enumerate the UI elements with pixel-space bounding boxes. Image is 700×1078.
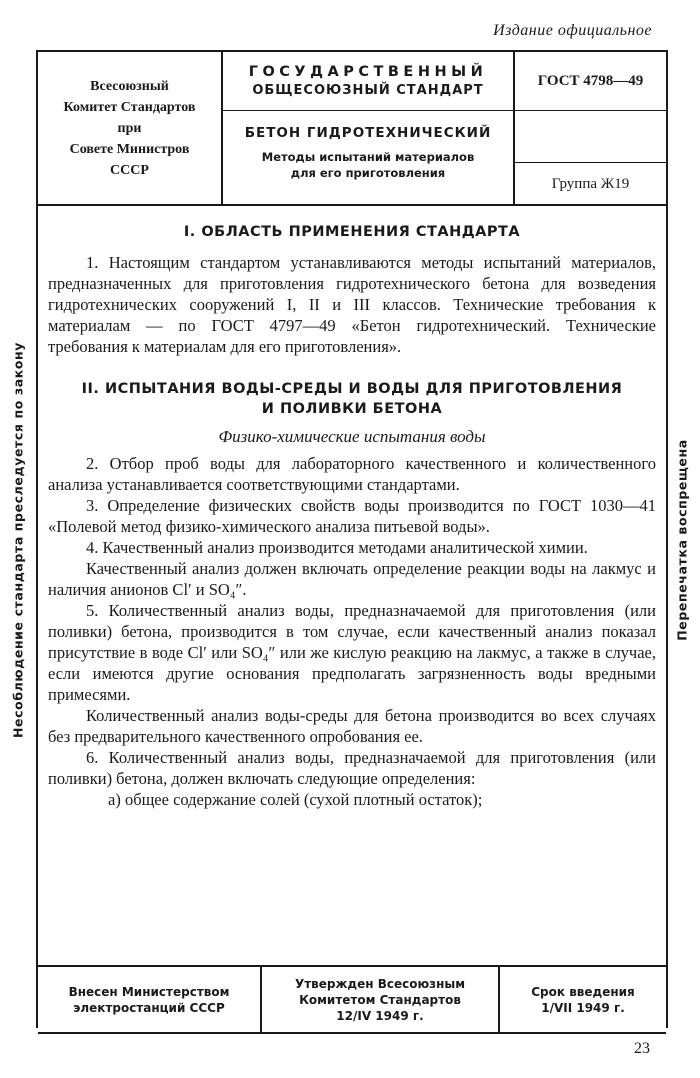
standard-type-line1: ГОСУДАРСТВЕННЫЙ	[248, 64, 488, 80]
group-code: Группа Ж19	[515, 162, 666, 205]
edition-note: Издание официальное	[493, 22, 652, 39]
effective-date-label: Срок введения	[531, 984, 635, 999]
committee-line: Совете Министров	[69, 141, 190, 157]
document-frame	[36, 50, 668, 1028]
introduced-by-line2: электростанций СССР	[73, 1000, 225, 1015]
approved-date: 12/IV 1949 г.	[336, 1008, 424, 1023]
effective-date: 1/VII 1949 г.	[541, 1000, 625, 1015]
paragraph: 3. Определение физических свойств воды производится по ГОСТ 1030—41 «Полевой метод физико-химического анализа питьевой воды».	[48, 496, 656, 536]
standard-title-cell	[223, 52, 515, 204]
paragraph: Количественный анализ воды-среды для бетона производится во всех случаях без предварительного качественного опробования ее.	[48, 706, 656, 746]
approved-by-cell	[262, 967, 500, 1032]
introduced-by-cell	[38, 967, 262, 1032]
introduced-by-line1: Внесен Министерством	[68, 984, 230, 999]
committee-cell	[38, 52, 223, 204]
paragraph: а) общее содержание солей (сухой плотный остаток);	[108, 790, 483, 809]
effective-date-cell	[500, 967, 666, 1032]
subsection-heading: Физико-химические испытания воды	[218, 427, 486, 446]
paragraph: 6. Количественный анализ воды, предназначаемой для приготовления (или поливки) бетона, должен включать следующие определения:	[48, 748, 656, 788]
standard-subtitle-line1: Методы испытаний материалов	[261, 150, 475, 164]
header-table	[38, 50, 666, 206]
section-heading: И ПОЛИВКИ БЕТОНА	[261, 401, 443, 417]
document-body	[48, 222, 656, 810]
paragraph: 2. Отбор проб воды для лабораторного качественного и количественного анализа устанавливается соответствующими стандартами.	[48, 454, 656, 494]
side-note-reprint: Перепечатка воспрещена	[674, 439, 690, 641]
committee-line: СССР	[110, 162, 149, 178]
page-number: 23	[634, 1040, 650, 1057]
gost-number: ГОСТ 4798—49	[515, 52, 666, 111]
paragraph: Качественный анализ должен включать определение реакции воды на лакмус и наличия анионов Cl′ и SO₄″.	[48, 559, 656, 599]
paragraph: 1. Настоящим стандартом устанавливаются методы испытаний материалов, предназначенных для приготовления гидротехнического бетона для возведения гидротехнических сооружений I, II и III классов. Технические требования к материалам — по ГОСТ 4797—49 «Бетон гидротехнический. Технические требования к материалам для его приготовления».	[48, 253, 656, 356]
committee-line: при	[117, 120, 142, 136]
gost-cell	[515, 52, 666, 204]
paragraph: 5. Количественный анализ воды, предназначаемой для приготовления (или поливки) бетона, производится в том случае, если качественный анализ показал присутствие в воде Cl′ или SO₄″ или же кислую реакцию на лакмус, а также в случае, если имеются другие основания предполагать загрязненность воды вредными примесями.	[48, 601, 656, 704]
committee-line: Комитет Стандартов	[63, 99, 196, 115]
standard-title: БЕТОН ГИДРОТЕХНИЧЕСКИЙ	[244, 125, 492, 141]
side-note-law: Несоблюдение стандарта преследуется по закону	[10, 342, 26, 738]
committee-line: Всесоюзный	[90, 78, 169, 94]
section-heading: I. ОБЛАСТЬ ПРИМЕНЕНИЯ СТАНДАРТА	[183, 224, 521, 240]
standard-type-line2: ОБЩЕСОЮЗНЫЙ СТАНДАРТ	[252, 83, 484, 98]
approved-by-line1: Утвержден Всесоюзным	[294, 976, 466, 991]
paragraph: 4. Качественный анализ производится методами аналитической химии.	[86, 538, 588, 557]
footer-table	[38, 965, 666, 1034]
approved-by-line2: Комитетом Стандартов	[299, 992, 461, 1007]
section-heading: II. ИСПЫТАНИЯ ВОДЫ-СРЕДЫ И ВОДЫ ДЛЯ ПРИГОТОВЛЕНИЯ	[81, 381, 623, 397]
standard-subtitle-line2: для его приготовления	[290, 166, 446, 180]
